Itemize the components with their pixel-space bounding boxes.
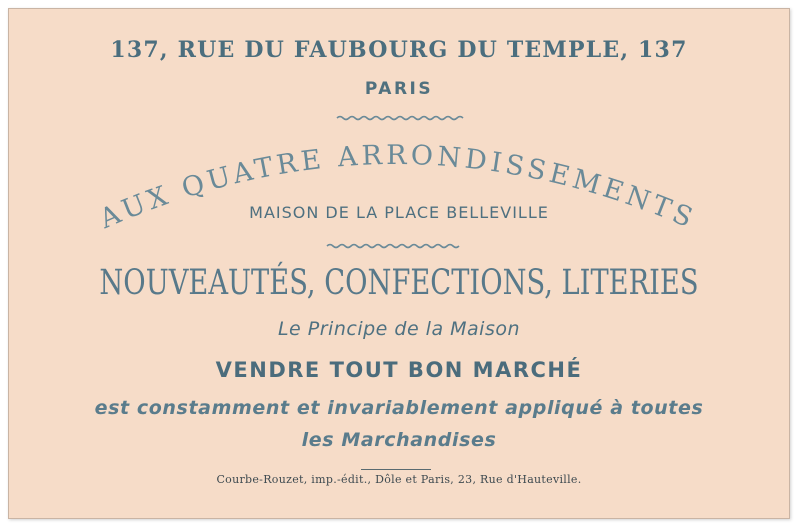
- printer-rule: [361, 469, 431, 470]
- house-line: MAISON DE LA PLACE BELLEVILLE: [249, 203, 549, 222]
- applied-line-2: les Marchandises: [301, 429, 497, 451]
- store-name-arc: [9, 129, 789, 249]
- city-line: PARIS: [364, 79, 434, 99]
- principle-line: Le Principe de la Maison: [277, 318, 521, 340]
- wavy-divider-middle: [9, 241, 789, 251]
- applied-line-1: est constamment et invariablement appliqué à toutes: [94, 397, 704, 419]
- printer-credit: Courbe-Rouzet, imp.-édit., Dôle et Paris, 23, Rue d'Hauteville.: [216, 473, 582, 486]
- store-name: AUX QUATRE ARRONDISSEMENTS: [95, 139, 701, 236]
- categories-line: NOUVEAUTÉS, CONFECTIONS, LITERIES: [99, 263, 699, 303]
- motto-line: VENDRE TOUT BON MARCHÉ: [215, 358, 583, 382]
- trade-card: [8, 8, 790, 519]
- address-line: 137, RUE DU FAUBOURG DU TEMPLE, 137: [110, 37, 688, 63]
- wavy-divider-top: [9, 113, 789, 123]
